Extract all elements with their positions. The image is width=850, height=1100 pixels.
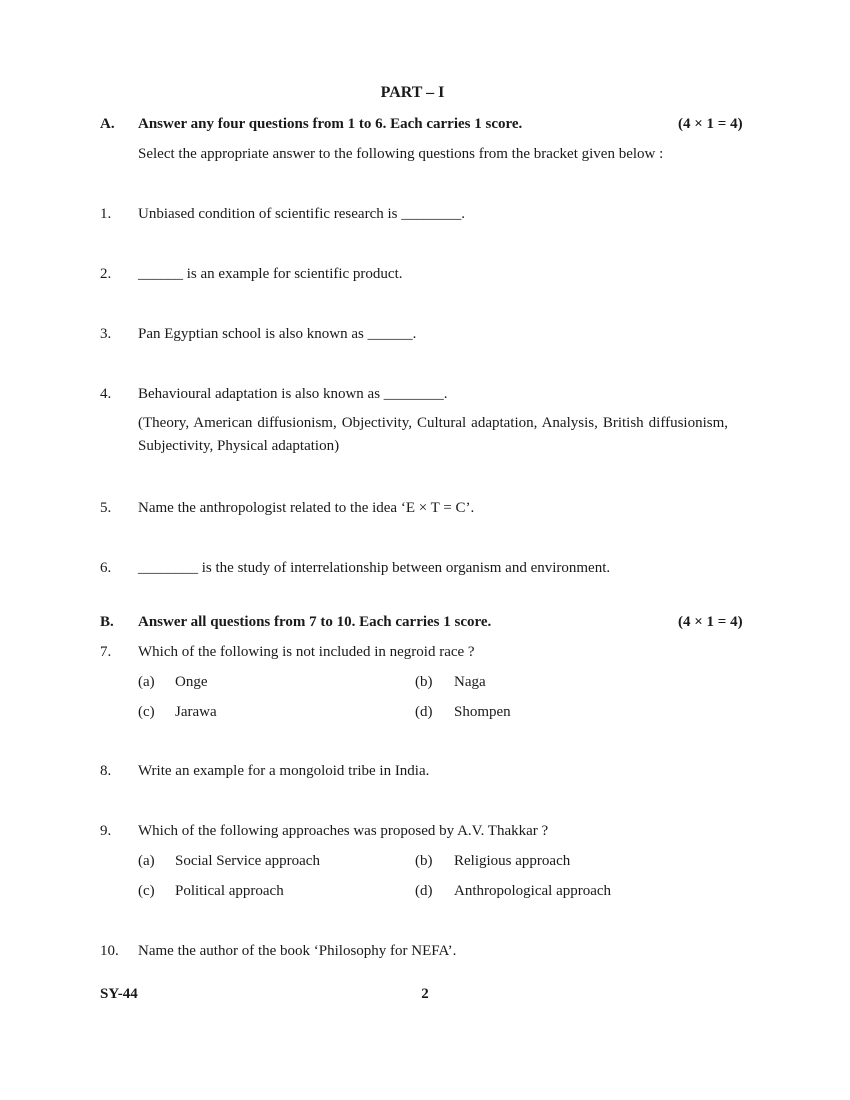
section-a-score: (4 × 1 = 4) (678, 116, 743, 132)
option-text: Social Service approach (175, 853, 320, 869)
option-text: Anthropological approach (454, 883, 612, 899)
question-number: 2. (100, 266, 112, 282)
question-number: 7. (100, 644, 112, 660)
option-label: (d) (415, 883, 433, 899)
bracket-options: (Theory, American diffusionism, Objectivity, Cultural adaptation, Analysis, British diffusionism, Subjectivity, Physical adaptation) (138, 415, 728, 454)
option-label: (a) (138, 674, 155, 690)
part-title: PART – I (380, 84, 445, 101)
section-a-instruction: Answer any four questions from 1 to 6. Each carries 1 score. (138, 116, 523, 132)
question-text: Behavioural adaptation is also known as ________. (138, 386, 448, 402)
question-number: 3. (100, 326, 112, 342)
option-label: (b) (415, 674, 433, 690)
question-text: Name the author of the book ‘Philosophy for NEFA’. (138, 943, 457, 959)
question-text: Which of the following approaches was proposed by A.V. Thakkar ? (138, 823, 549, 839)
option-text: Onge (175, 674, 208, 690)
question-number: 6. (100, 560, 112, 576)
option-text: Political approach (175, 883, 284, 899)
question-text: Pan Egyptian school is also known as ______. (138, 326, 417, 342)
question-text: ________ is the study of interrelationship between organism and environment. (138, 560, 611, 576)
option-text: Religious approach (454, 853, 571, 869)
question-text: Write an example for a mongoloid tribe in India. (138, 763, 430, 779)
question-text: Unbiased condition of scientific research is ________. (138, 206, 465, 222)
question-number: 1. (100, 206, 112, 222)
question-text: ______ is an example for scientific product. (138, 266, 403, 282)
paper-code: SY-44 (100, 986, 138, 1002)
question-number: 4. (100, 386, 112, 402)
section-b-label: B. (100, 614, 114, 630)
section-a-label: A. (100, 116, 115, 132)
page-number: 2 (421, 986, 429, 1002)
question-text: Which of the following is not included in negroid race ? (138, 644, 475, 660)
question-text: Name the anthropologist related to the idea ‘E × T = C’. (138, 500, 475, 516)
question-number: 5. (100, 500, 112, 516)
question-number: 8. (100, 763, 112, 779)
option-text: Jarawa (175, 704, 217, 720)
option-label: (c) (138, 883, 155, 899)
section-b-score: (4 × 1 = 4) (678, 614, 743, 630)
section-b-instruction: Answer all questions from 7 to 10. Each carries 1 score. (138, 614, 492, 630)
option-label: (a) (138, 853, 155, 869)
option-text: Naga (454, 674, 486, 690)
question-number: 9. (100, 823, 112, 839)
question-number: 10. (100, 943, 119, 959)
section-a-note: Select the appropriate answer to the following questions from the bracket given below : (138, 146, 664, 162)
option-label: (c) (138, 704, 155, 720)
option-label: (d) (415, 704, 433, 720)
option-text: Shompen (454, 704, 511, 720)
option-label: (b) (415, 853, 433, 869)
